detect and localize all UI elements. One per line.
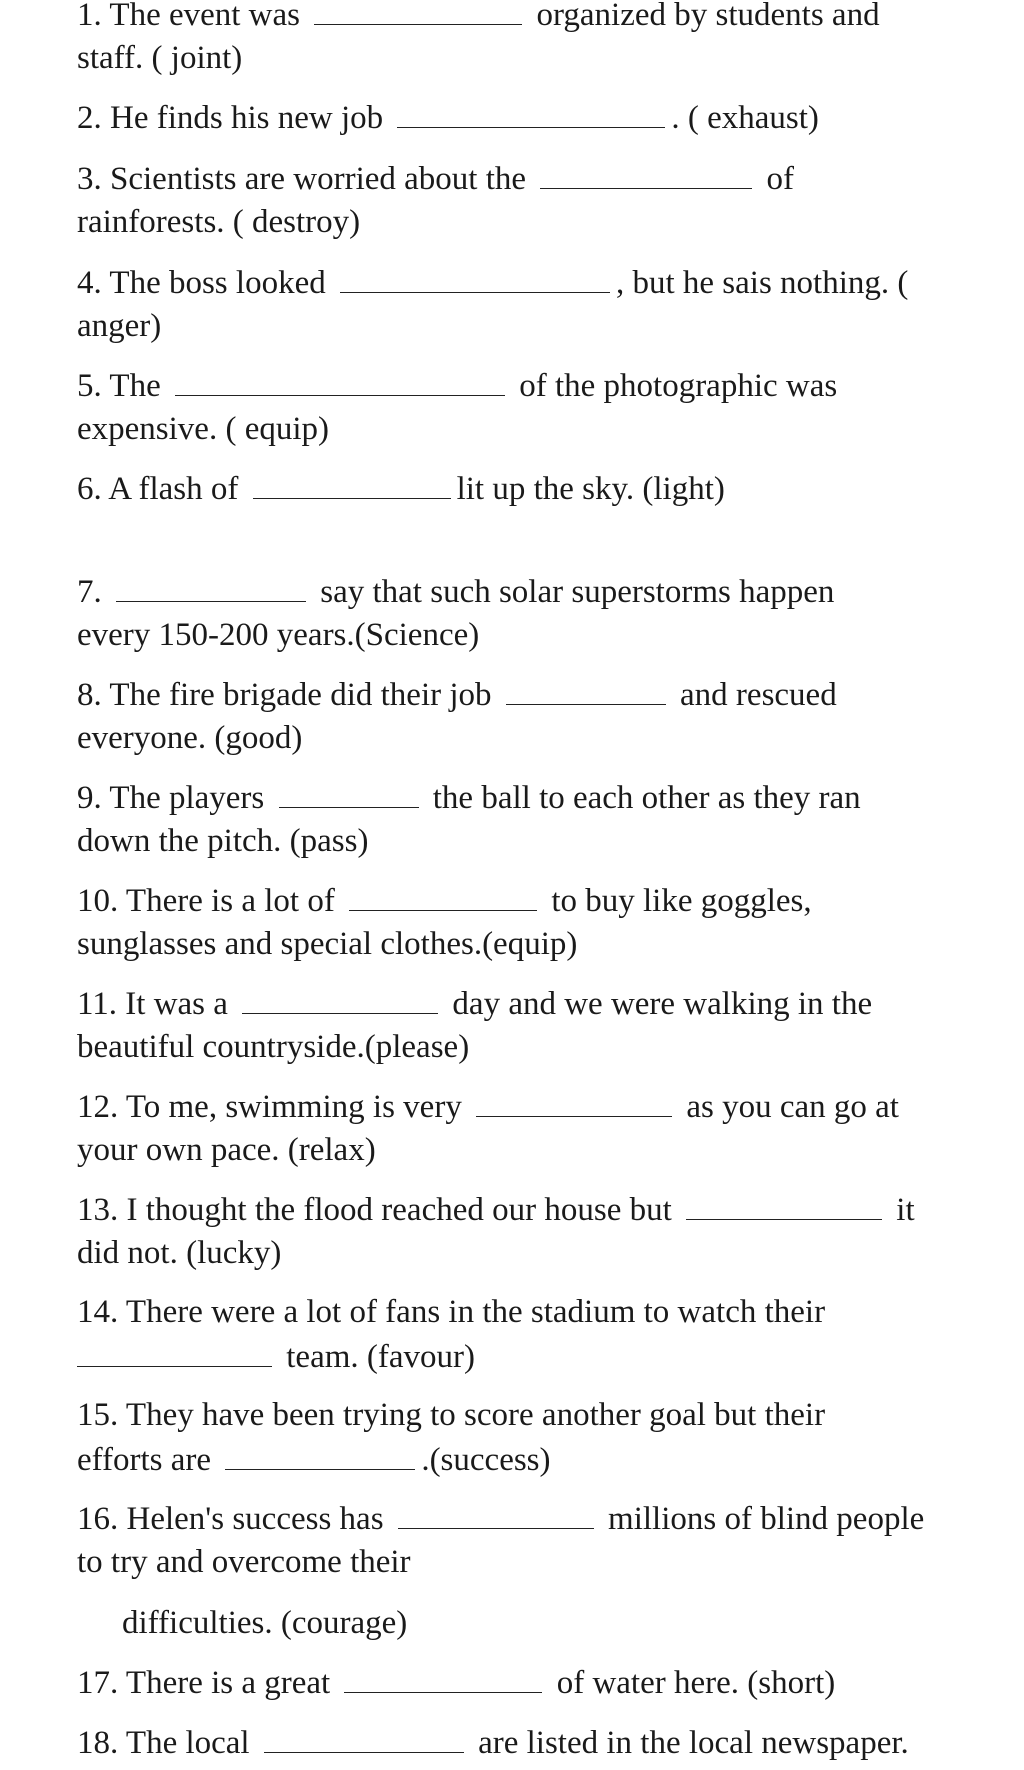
item-number: 4. xyxy=(77,265,102,301)
item-text-after: .(success) xyxy=(421,1442,551,1478)
answer-blank[interactable] xyxy=(264,1722,464,1753)
item-text-after: the ball to each other as they ran xyxy=(432,780,861,816)
item-text-after: as you can go at xyxy=(686,1089,899,1125)
item-number: 5. xyxy=(77,368,102,404)
item-text-continued: staff. ( joint) xyxy=(77,40,243,76)
item-number: 17. xyxy=(77,1665,119,1701)
item-text-after: to buy like goggles, xyxy=(551,883,812,919)
item-text-after: of water here. (short) xyxy=(556,1665,836,1701)
item-text-before: The fire brigade did their job xyxy=(109,677,492,713)
item-8-line-2 xyxy=(77,718,302,758)
answer-blank[interactable] xyxy=(225,1439,415,1470)
item-text-after: team. (favour) xyxy=(286,1339,475,1375)
item-number: 6. xyxy=(77,471,102,507)
answer-blank[interactable] xyxy=(253,468,451,499)
item-number: 14. xyxy=(77,1294,119,1330)
item-number: 8. xyxy=(77,677,102,713)
item-13-line-2 xyxy=(77,1233,281,1273)
item-12-line-1 xyxy=(77,1086,899,1127)
item-text-continued: expensive. ( equip) xyxy=(77,411,329,447)
item-text-after: and rescued xyxy=(680,677,837,713)
item-text-continued: to try and overcome their xyxy=(77,1544,411,1580)
item-text-after: millions of blind people xyxy=(608,1501,925,1537)
item-number: 11. xyxy=(77,986,118,1022)
item-text-before: I thought the flood reached our house but xyxy=(126,1192,672,1228)
item-text-before: Scientists are worried about the xyxy=(110,161,527,197)
item-text-continued: your own pace. (relax) xyxy=(77,1132,376,1168)
item-5-line-1 xyxy=(77,365,837,406)
item-text-after: it xyxy=(896,1192,915,1228)
item-text-after: of xyxy=(766,161,795,197)
item-6-line-1 xyxy=(77,468,725,509)
item-16-line-3 xyxy=(122,1603,407,1643)
item-4-line-1 xyxy=(77,262,908,303)
item-text-before: There is a great xyxy=(125,1665,331,1701)
item-number: 13. xyxy=(77,1192,119,1228)
item-text-before: There is a lot of xyxy=(125,883,335,919)
item-text-before: It was a xyxy=(125,986,228,1022)
item-text-before: They have been trying to score another goal but their xyxy=(125,1397,826,1433)
item-16-line-1 xyxy=(77,1498,924,1539)
answer-blank[interactable] xyxy=(397,97,665,128)
item-text-after: lit up the sky. (light) xyxy=(456,471,725,507)
item-8-line-1 xyxy=(77,674,837,715)
answer-blank[interactable] xyxy=(686,1189,882,1220)
item-text-before: Helen's success has xyxy=(126,1501,384,1537)
item-text-after: , but he sais nothing. ( xyxy=(615,265,909,301)
item-13-line-1 xyxy=(77,1189,915,1230)
item-number: 16. xyxy=(77,1501,119,1537)
item-number: 1. xyxy=(77,0,102,33)
item-text-before: The players xyxy=(109,780,265,816)
answer-blank[interactable] xyxy=(506,674,666,705)
item-text-continued: sunglasses and special clothes.(equip) xyxy=(77,926,578,962)
item-10-line-1 xyxy=(77,880,812,921)
item-10-line-2 xyxy=(77,924,577,964)
item-text-continued: every 150-200 years.(Science) xyxy=(77,617,480,653)
item-9-line-1 xyxy=(77,777,861,818)
item-7-line-2 xyxy=(77,615,479,655)
item-5-line-2 xyxy=(77,409,329,449)
item-text-before: efforts are xyxy=(77,1442,212,1478)
item-number: 3. xyxy=(77,161,102,197)
item-2-line-1 xyxy=(77,97,819,138)
item-1-line-1 xyxy=(77,0,880,35)
item-text-before: To me, swimming is very xyxy=(125,1089,462,1125)
item-14-line-2 xyxy=(77,1336,475,1377)
answer-blank[interactable] xyxy=(279,777,419,808)
item-text-before: He finds his new job xyxy=(110,100,384,136)
item-3-line-2 xyxy=(77,202,360,242)
item-text-after: say that such solar superstorms happen xyxy=(320,574,835,610)
answer-blank[interactable] xyxy=(77,1336,272,1367)
answer-blank[interactable] xyxy=(340,262,610,293)
item-1-line-2 xyxy=(77,38,242,78)
item-text-after: day and we were walking in the xyxy=(452,986,873,1022)
item-12-line-2 xyxy=(77,1130,376,1170)
item-7-line-1 xyxy=(77,571,834,612)
item-text-before: The boss looked xyxy=(109,265,326,301)
answer-blank[interactable] xyxy=(398,1498,594,1529)
item-number: 2. xyxy=(77,100,102,136)
answer-blank[interactable] xyxy=(349,880,537,911)
answer-blank[interactable] xyxy=(175,365,505,396)
item-text-continued: beautiful countryside.(please) xyxy=(77,1029,470,1065)
item-text-after: are listed in the local newspaper. xyxy=(478,1725,909,1761)
answer-blank[interactable] xyxy=(476,1086,672,1117)
item-number: 10. xyxy=(77,883,119,919)
item-text-after: of the photographic was xyxy=(519,368,838,404)
item-11-line-2 xyxy=(77,1027,469,1067)
answer-blank[interactable] xyxy=(116,571,306,602)
item-11-line-1 xyxy=(77,983,872,1024)
answer-blank[interactable] xyxy=(540,158,752,189)
item-4-line-2 xyxy=(77,306,161,346)
item-text-continued: rainforests. ( destroy) xyxy=(77,204,361,240)
answer-blank[interactable] xyxy=(344,1662,542,1693)
item-text-after: . ( exhaust) xyxy=(671,100,819,136)
item-9-line-2 xyxy=(77,821,368,861)
item-text-continued: did not. (lucky) xyxy=(77,1235,282,1271)
item-number: 15. xyxy=(77,1397,119,1433)
item-text-after: organized by students and xyxy=(536,0,880,33)
item-number: 12. xyxy=(77,1089,119,1125)
item-text-before: The xyxy=(109,368,161,404)
item-text-before: The event was xyxy=(109,0,300,33)
item-text-continued: anger) xyxy=(77,308,162,344)
item-number: 18. xyxy=(77,1725,119,1761)
item-number: 7. xyxy=(77,574,102,610)
answer-blank[interactable] xyxy=(242,983,438,1014)
item-15-line-1 xyxy=(77,1395,825,1435)
item-text-continued: down the pitch. (pass) xyxy=(77,823,369,859)
item-text-continued: everyone. (good) xyxy=(77,720,303,756)
item-number: 9. xyxy=(77,780,102,816)
item-17-line-1 xyxy=(77,1662,835,1703)
item-18-line-1 xyxy=(77,1722,909,1763)
item-text-before: There were a lot of fans in the stadium to watch their xyxy=(125,1294,826,1330)
item-text-before: A flash of xyxy=(108,471,239,507)
item-3-line-1 xyxy=(77,158,794,199)
item-16-line-2 xyxy=(77,1542,411,1582)
item-15-line-2 xyxy=(77,1439,551,1480)
item-text-continued: difficulties. (courage) xyxy=(122,1605,408,1641)
item-14-line-1 xyxy=(77,1292,825,1332)
item-text-before: The local xyxy=(125,1725,250,1761)
answer-blank[interactable] xyxy=(314,0,522,25)
